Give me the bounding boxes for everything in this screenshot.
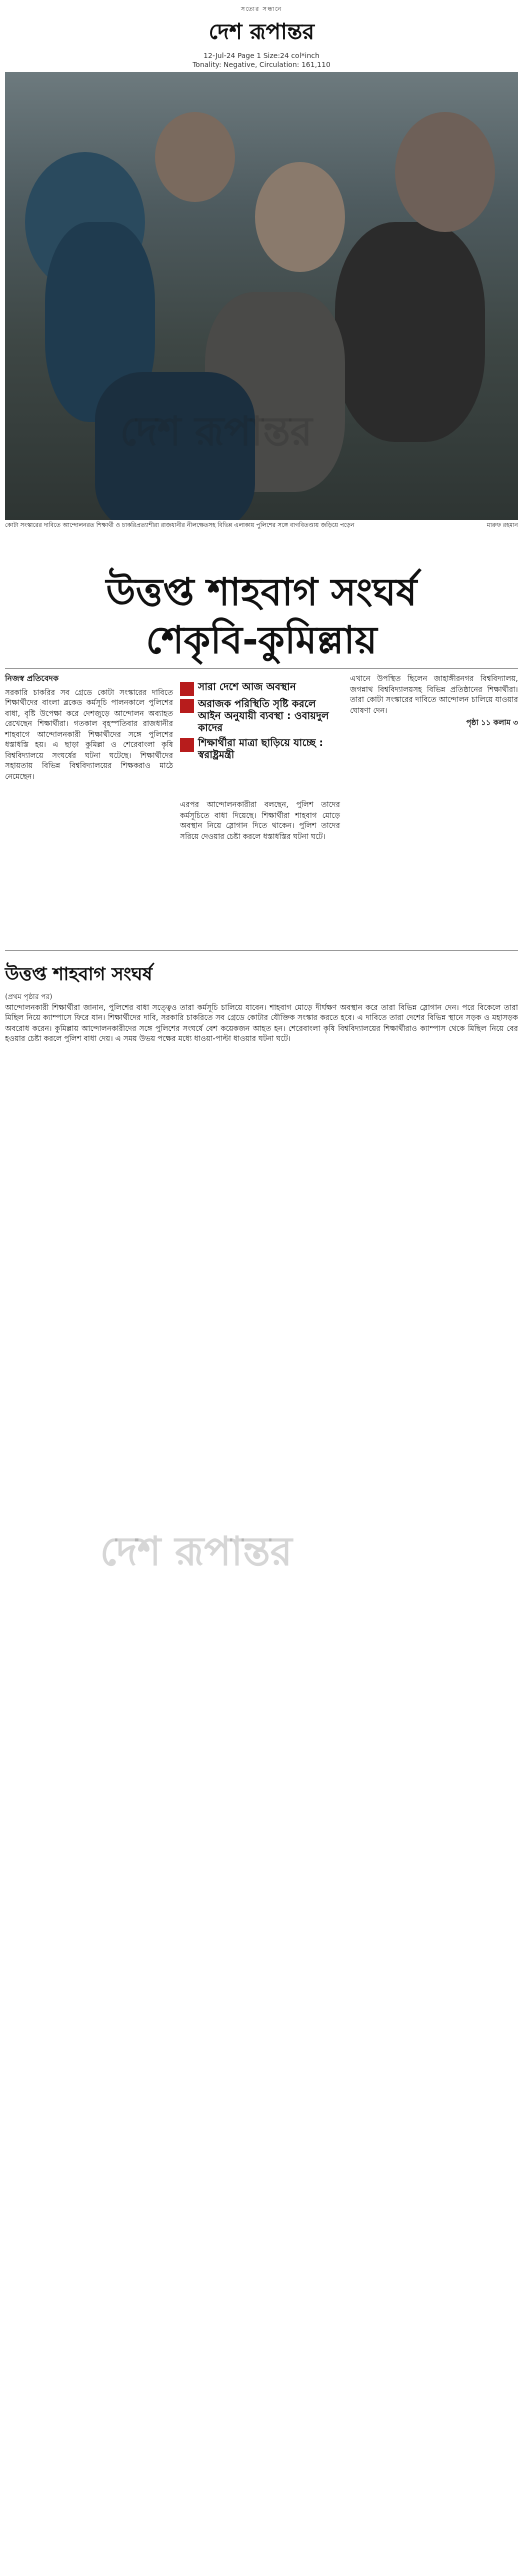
highlight-bullets xyxy=(180,682,340,765)
bullet-marker xyxy=(180,682,194,696)
clipping-meta-line2: Tonality: Negative, Circulation: 161,110 xyxy=(192,61,331,69)
continuation-headline: উত্তপ্ত শাহবাগ সংঘর্ষ xyxy=(5,964,153,985)
bullet-text: শিক্ষার্থীরা মাত্রা ছাড়িয়ে যাচ্ছে : স্বরাষ্ট্রমন্ত্রী xyxy=(198,738,324,761)
divider xyxy=(5,668,518,669)
newspaper-masthead: দেশ রূপান্তর xyxy=(208,19,315,45)
bullet-item xyxy=(180,699,340,735)
headline-line2: শেকৃবি-কুমিল্লায় xyxy=(145,618,378,662)
main-headline xyxy=(5,568,518,664)
article-column-2 xyxy=(180,800,340,844)
bullet-marker xyxy=(180,699,194,713)
clipping-header xyxy=(0,0,523,70)
watermark: দেশ রূপান্তর xyxy=(100,1528,293,1575)
bullet-text: সারা দেশে আজ অবস্থান xyxy=(198,682,296,693)
photo-caption-text: কোটা সংস্কারের দাবিতে আন্দোলনরত শিক্ষার্থী ও চাকরিপ্রত্যাশীরা রাজধানীর নীলক্ষেতসহ বিভিন্ন এলাকায় পুলিশের সঙ্গে বাগবিতণ্ডায় জড়িয়ে পড়েন xyxy=(5,522,355,529)
photo-caption xyxy=(5,522,518,530)
continuation-note: (প্রথম পৃষ্ঠার পর) xyxy=(5,993,53,1001)
bullet-text: অরাজক পরিস্থিতি সৃষ্টি করলে আইন অনুযায়ী ব্যবস্থা : ওবায়দুল কাদের xyxy=(198,699,329,734)
article-column-1 xyxy=(5,674,173,784)
headline-line1: উত্তপ্ত শাহবাগ সংঘর্ষ xyxy=(106,570,417,614)
continuation-article xyxy=(5,992,518,2532)
bullet-marker xyxy=(180,738,194,752)
byline: নিজস্ব প্রতিবেদক xyxy=(5,674,59,683)
clipping-meta-line1: 12-Jul-24 Page 1 Size:24 col*inch xyxy=(203,52,320,60)
news-photo xyxy=(5,72,518,520)
article-col1-text: সরকারি চাকরির সব গ্রেডে কোটা সংস্কারের দাবিতে শিক্ষার্থীদের বাংলা ব্লকেড কর্মসূচি পালনকালে পুলিশের বাধা, বৃষ্টি উপেক্ষা করে দেশজুড়ে আন্দোলন অব্যাহত রেখেছেন শিক্ষার্থীরা। গতকাল বৃহস্পতিবার রাজধানীর শাহবাগে আন্দোলনকারী শিক্ষার্থীদের সঙ্গে পুলিশের ধস্তাধস্তি হয়। এ ছাড়া কুমিল্লা ও শেরেবাংলা কৃষি বিশ্ববিদ্যালয়ে সংঘর্ষের ঘটনা ঘটেছে। শিক্ষার্থীদের সহায়তায় বিভিন্ন বিশ্ববিদ্যালয়ের শিক্ষকরাও মাঠে নেমেছেন। xyxy=(5,687,173,781)
article-column-3 xyxy=(350,674,518,731)
continuation-body: আন্দোলনকারী শিক্ষার্থীরা জানান, পুলিশের বাধা সত্ত্বেও তারা কর্মসূচি চালিয়ে যাবেন। শাহবাগ মোড়ে দীর্ঘক্ষণ অবস্থান করে তারা বিভিন্ন স্লোগান দেন। পরে বিকেলে তারা মিছিল নিয়ে ক্যাম্পাসে ফিরে যান। শিক্ষার্থীদের দাবি, সরকারি চাকরিতে সব গ্রেডে কোটার যৌক্তিক সংস্কার করতে হবে। এ দাবিতে তারা দেশের বিভিন্ন স্থানে সড়ক ও মহাসড়ক অবরোধ করেন। কুমিল্লায় আন্দোলনকারীদের সঙ্গে পুলিশের সংঘর্ষে বেশ কয়েকজন আহত হন। শেরেবাংলা কৃষি বিশ্ববিদ্যালয়ের শিক্ষার্থীরাও ক্যাম্পাস থেকে মিছিল নিয়ে বের হওয়ার চেষ্টা করলে পুলিশ বাধা দেয়। এ সময় উভয় পক্ষের মধ্যে ধাওয়া-পাল্টা ধাওয়ার ঘটনা ঘটে। xyxy=(5,1002,518,1043)
article-col3-text: এখানে উপস্থিত ছিলেন জাহাঙ্গীরনগর বিশ্ববিদ্যালয়, জগন্নাথ বিশ্ববিদ্যালয়সহ বিভিন্ন প্রতিষ্ঠানের শিক্ষার্থীরা। তারা কোটা সংস্কারের দাবিতে আন্দোলন চালিয়ে যাওয়ার ঘোষণা দেন। xyxy=(350,674,518,715)
photo-credit: মারুফ রহমান xyxy=(486,522,518,529)
divider xyxy=(5,950,518,951)
bullet-item xyxy=(180,682,340,696)
masthead-tagline: সত্যের সন্ধানে xyxy=(240,6,283,13)
article-col2-text: এরপর আন্দোলনকারীরা বলছেন, পুলিশ তাদের কর্মসূচিতে বাধা দিয়েছে। শিক্ষার্থীরা শাহবাগ মোড়ে অবস্থান নিয়ে স্লোগান দিতে থাকেন। পুলিশ তাদের সরিয়ে দেওয়ার চেষ্টা করলে ধস্তাধস্তির ঘটনা ঘটে। xyxy=(180,800,340,841)
bullet-item xyxy=(180,738,340,762)
continued-page-note: পৃষ্ঠা ১১ কলাম ৩ xyxy=(466,718,518,727)
